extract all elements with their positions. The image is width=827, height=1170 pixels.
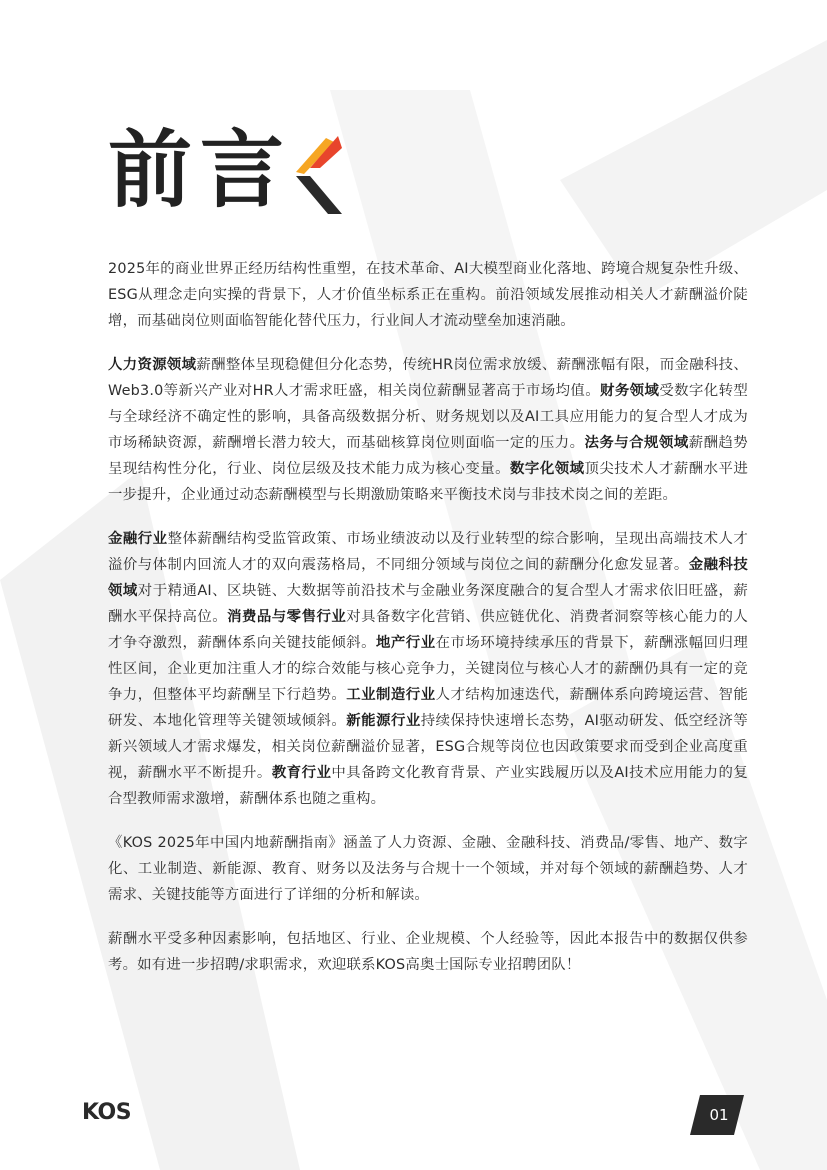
sector-heading: 数字化领域	[510, 461, 585, 477]
sector-heading: 金融科技领域	[108, 557, 748, 599]
text-segment: 整体薪酬结构受监管政策、市场业绩波动以及行业转型的综合影响，呈现出高端技术人才溢价与体制内回流人才的双向震荡格局，不同细分领域与岗位之间的薪酬分化愈发显著。	[108, 531, 748, 573]
paragraph-3	[108, 526, 748, 812]
text-segment: 薪酬整体呈现稳健但分化态势，传统HR岗位需求放缓、薪酬涨幅有限，而金融科技、Web3.0等新兴产业对HR人才需求旺盛，相关岗位薪酬显著高于市场均值。	[108, 357, 748, 399]
paragraph-2	[108, 352, 748, 508]
page-title: 前言	[108, 121, 293, 219]
brand-chevron-logo	[290, 134, 342, 214]
sector-heading: 法务与合规领域	[584, 435, 689, 451]
text-segment: 薪酬水平受多种因素影响，包括地区、行业、企业规模、个人经验等，因此本报告中的数据仅供参考。如有进一步招聘/求职需求，欢迎联系KOS高奥士国际专业招聘团队！	[108, 931, 748, 973]
text-segment: 在市场环境持续承压的背景下，薪酬涨幅回归理性区间，企业更加注重人才的综合效能与核心竞争力，关键岗位与核心人才的薪酬仍具有一定的竞争力，但整体平均薪酬呈下行趋势。	[108, 635, 748, 703]
text-segment: 持续保持快速增长态势，AI驱动研发、低空经济等新兴领域人才需求爆发，相关岗位薪酬溢价显著，ESG合规等岗位也因政策要求而受到企业高度重视，薪酬水平不断提升。	[108, 713, 748, 781]
paragraph-1	[108, 256, 748, 334]
text-segment: 顶尖技术人才薪酬水平进一步提升，企业通过动态薪酬模型与长期激励策略来平衡技术岗与非技术岗之间的差距。	[108, 461, 748, 503]
text-segment: 薪酬趋势呈现结构性分化，行业、岗位层级及技术能力成为核心变量。	[108, 435, 748, 477]
text-segment: 受数字化转型与全球经济不确定性的影响，具备高级数据分析、财务规划以及AI工具应用能力的复合型人才成为市场稀缺资源，薪酬增长潜力较大，而基础核算岗位则面临一定的压力。	[108, 383, 748, 451]
text-segment: 人才结构加速迭代，薪酬体系向跨境运营、智能研发、本地化管理等关键领域倾斜。	[108, 687, 748, 729]
sector-heading: 地产行业	[376, 635, 436, 651]
text-segment: 《KOS 2025年中国内地薪酬指南》涵盖了人力资源、金融、金融科技、消费品/零售、地产、数字化、工业制造、新能源、教育、财务以及法务与合规十一个领域，并对每个领域的薪酬趋势、人才需求、关键技能等方面进行了详细的分析和解读。	[108, 835, 748, 903]
sector-heading: 消费品与零售行业	[227, 609, 347, 625]
text-segment: 2025年的商业世界正经历结构性重塑，在技术革命、AI大模型商业化落地、跨境合规复杂性升级、ESG从理念走向实操的背景下，人才价值坐标系正在重构。前沿领域发展推动相关人才薪酬溢价陡增，而基础岗位则面临智能化替代压力，行业间人才流动壁垒加速消融。	[108, 261, 748, 329]
sector-heading: 人力资源领域	[108, 357, 197, 373]
sector-heading: 金融行业	[108, 531, 168, 547]
sector-heading: 工业制造行业	[346, 687, 436, 703]
sector-heading: 新能源行业	[346, 713, 421, 729]
paragraph-4	[108, 830, 748, 908]
sector-heading: 财务领域	[600, 383, 660, 399]
sector-heading: 教育行业	[271, 765, 332, 781]
text-segment: 对于精通AI、区块链、大数据等前沿技术与金融业务深度融合的复合型人才需求依旧旺盛，薪酬水平保持高位。	[108, 583, 748, 625]
page-number: 01	[709, 1106, 729, 1124]
paragraph-5	[108, 926, 748, 978]
kos-footer-logo	[82, 1100, 131, 1125]
text-segment: 对具备数字化营销、供应链优化、消费者洞察等核心能力的人才争夺激烈，薪酬体系向关键技能倾斜。	[108, 609, 748, 651]
kos-logo-text: KOS	[82, 1100, 132, 1125]
text-segment: 中具备跨文化教育背景、产业实践履历以及AI技术应用能力的复合型教师需求激增，薪酬体系也随之重构。	[108, 765, 748, 807]
preface-body	[108, 256, 748, 996]
